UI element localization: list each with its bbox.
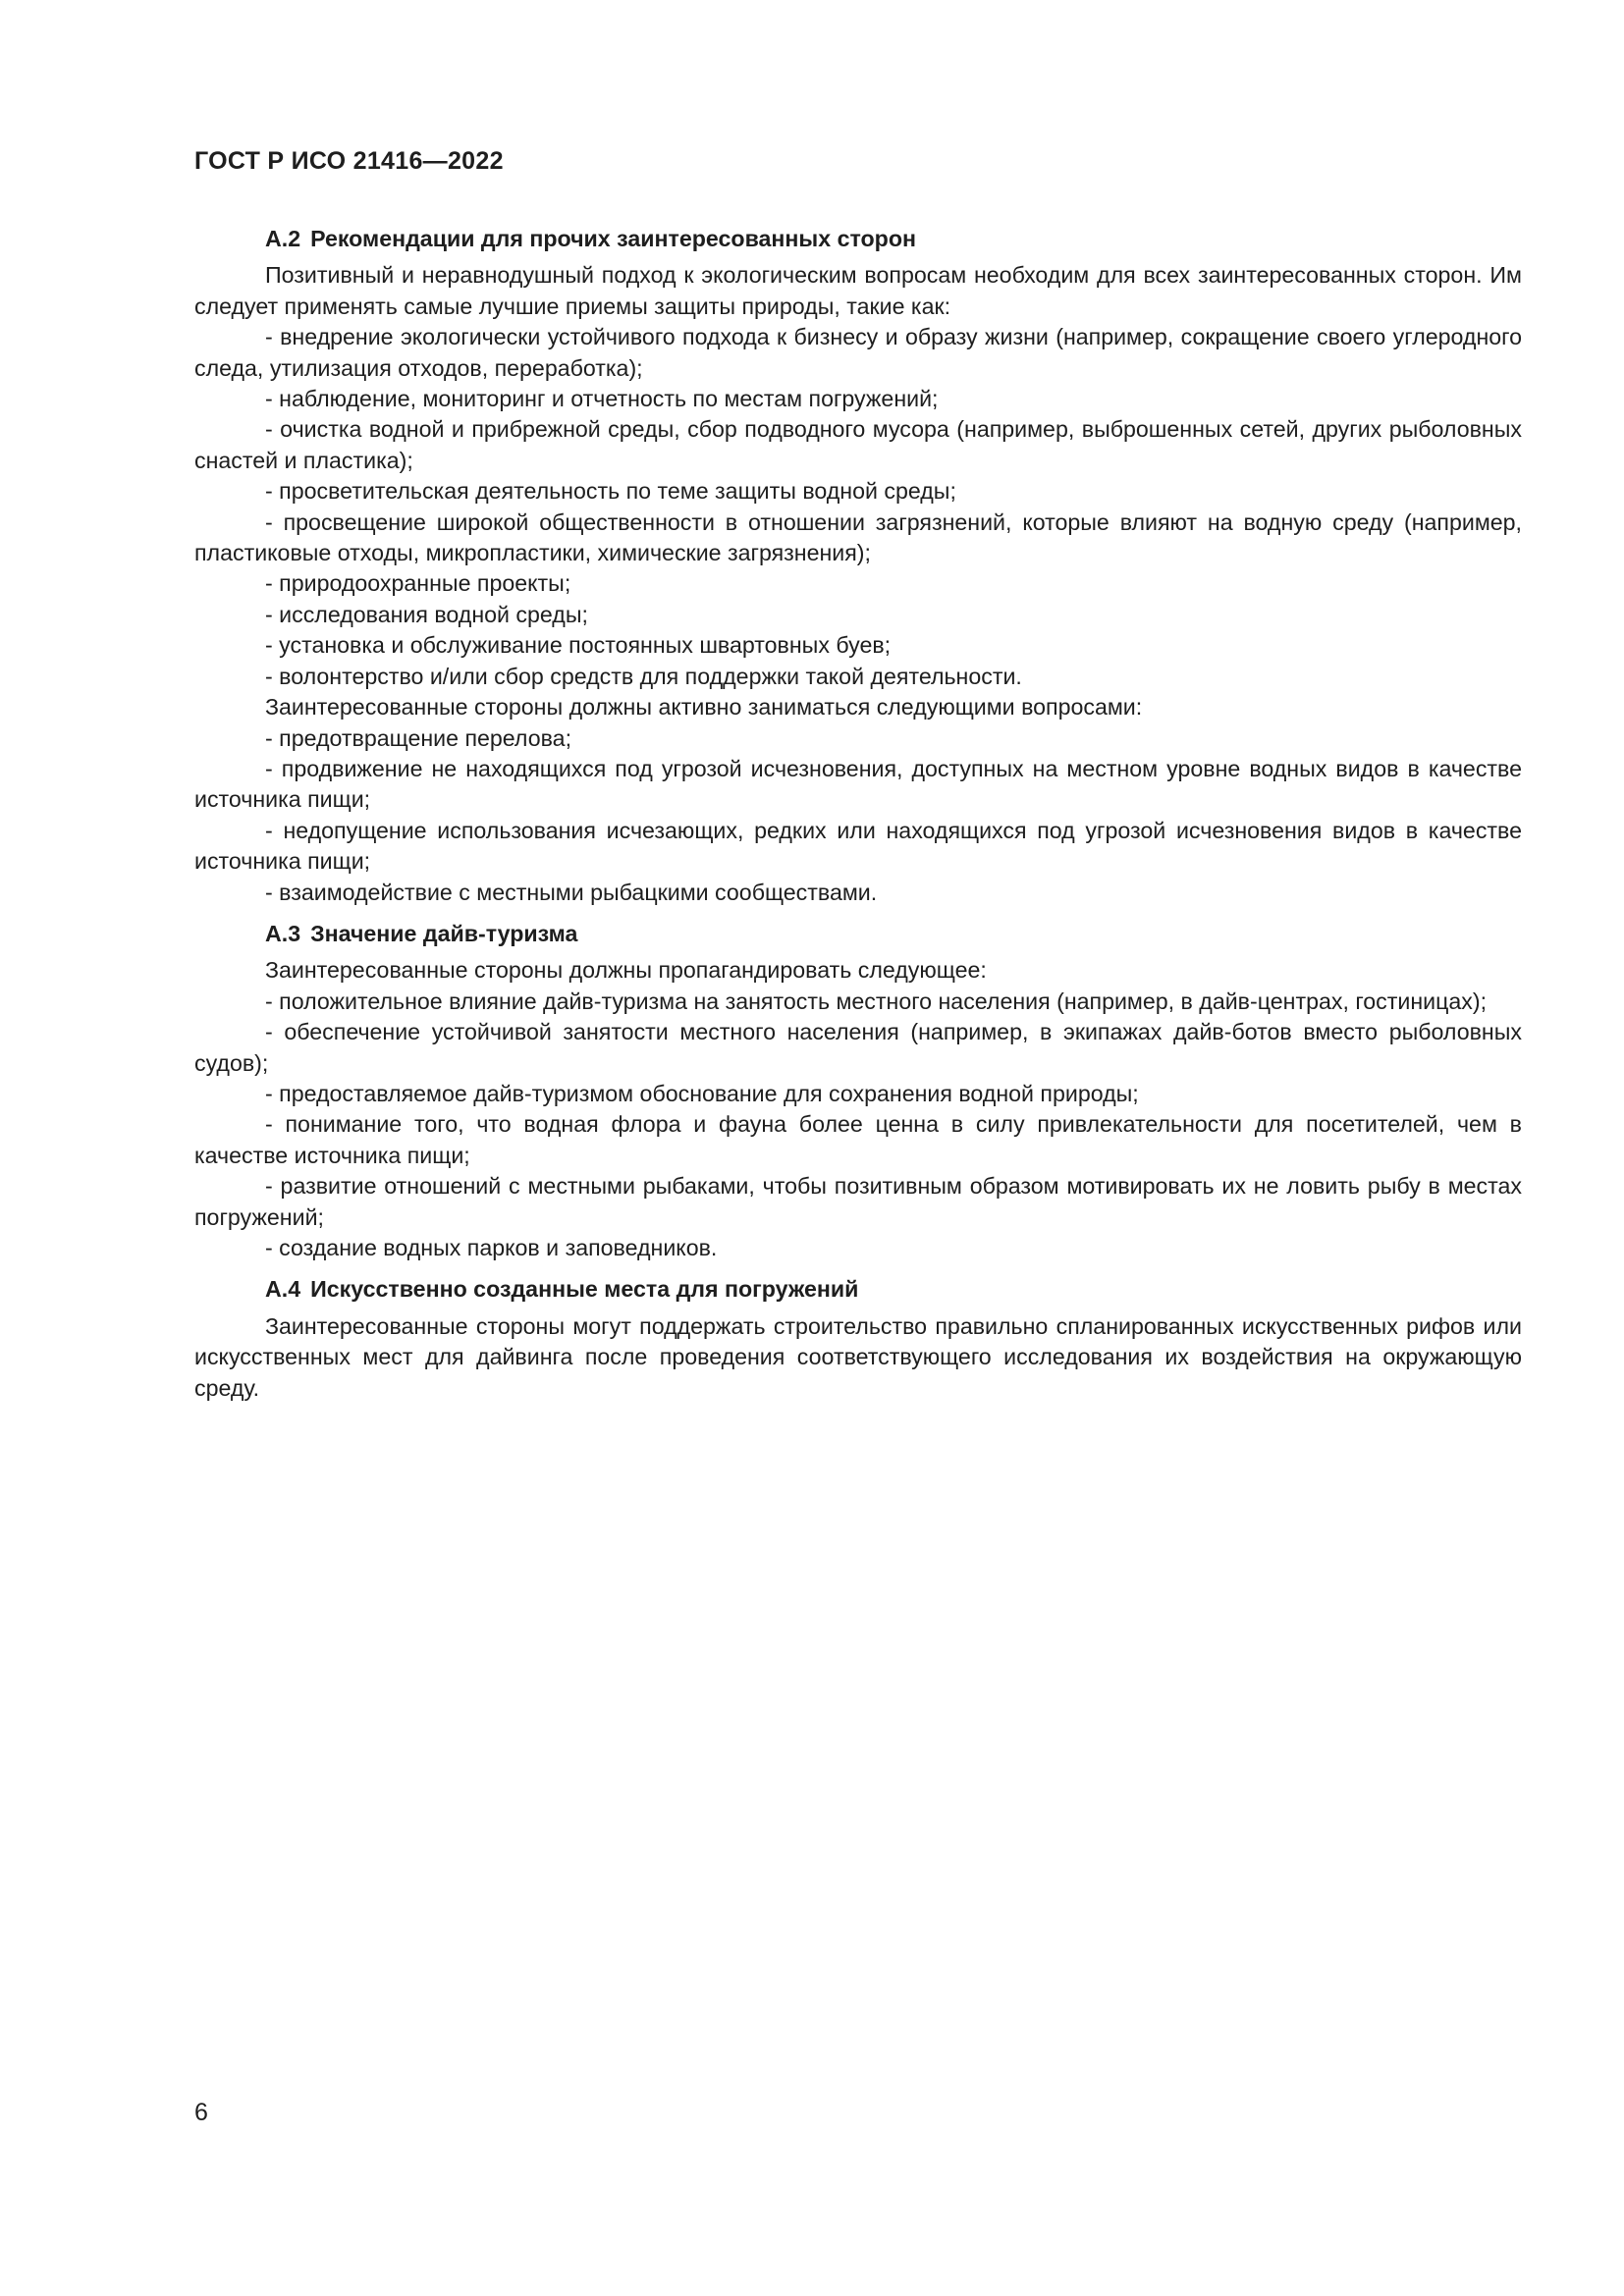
- list-item: - недопущение использования исчезающих, редких или находящихся под угрозой исчезновения видов в качестве источника пищи;: [194, 817, 1522, 875]
- section-title: [194, 224, 1522, 254]
- section-number: А.4: [265, 1276, 301, 1303]
- list-item: - продвижение не находящихся под угрозой исчезновения, доступных на местном уровне водных видов в качестве источника пищи;: [194, 755, 1522, 813]
- list-item: - обеспечение устойчивой занятости местного населения (например, в экипажах дайв-ботов вместо рыболовных судов);: [194, 1019, 1522, 1076]
- paragraph: Позитивный и неравнодушный подход к экологическим вопросам необходим для всех заинтересованных сторон. Им следует применять самые лучшие приемы защиты природы, такие как:: [194, 262, 1522, 319]
- list-item: - просвещение широкой общественности в отношении загрязнений, которые влияют на водную среду (например, пластиковые отходы, микропластики, химические загрязнения);: [194, 508, 1522, 566]
- document-header: ГОСТ Р ИСО 21416—2022: [194, 147, 504, 175]
- document-body: [194, 224, 1522, 1415]
- list-item: - понимание того, что водная флора и фауна более ценна в силу привлекательности для посетителей, чем в качестве источника пищи;: [194, 1111, 1522, 1168]
- list-item: - установка и обслуживание постоянных швартовных буев;: [265, 632, 892, 659]
- section-heading: Искусственно созданные места для погружений: [310, 1276, 859, 1303]
- list-item: - внедрение экологически устойчивого подхода к бизнесу и образу жизни (например, сокращение своего углеродного следа, утилизация отходов, переработка);: [194, 324, 1522, 381]
- list-item: - взаимодействие с местными рыбацкими сообществами.: [265, 879, 878, 905]
- list-item: - природоохранные проекты;: [265, 570, 571, 597]
- list-item: - предотвращение перелова;: [265, 724, 572, 751]
- section-title: [194, 1274, 1522, 1305]
- section-number: А.3: [265, 920, 301, 946]
- list-item: - развитие отношений с местными рыбаками, чтобы позитивным образом мотивировать их не ловить рыбу в местах погружений;: [194, 1173, 1522, 1230]
- paragraph: Заинтересованные стороны могут поддержать строительство правильно спланированных искусственных рифов или искусственных мест для дайвинга после проведения соответствующего исследования их воздействия на окружающую среду.: [194, 1312, 1522, 1401]
- section-a3: [194, 919, 1522, 1263]
- list-item: - волонтерство и/или сбор средств для поддержки такой деятельности.: [265, 663, 1022, 689]
- list-item: - предоставляемое дайв-туризмом обоснование для сохранения водной природы;: [265, 1080, 1139, 1106]
- section-heading: Рекомендации для прочих заинтересованных сторон: [310, 226, 917, 251]
- section-a2: [194, 224, 1522, 908]
- section-number: А.2: [265, 226, 301, 251]
- paragraph: Заинтересованные стороны должны пропагандировать следующее:: [265, 957, 987, 984]
- list-item: - положительное влияние дайв-туризма на занятость местного населения (например, в дайв-центрах, гостиницах);: [265, 988, 1488, 1014]
- page-number: 6: [194, 2099, 208, 2126]
- section-title: [194, 919, 1522, 949]
- section-a4: [194, 1274, 1522, 1404]
- list-item: - исследования водной среды;: [265, 601, 588, 627]
- list-item: - создание водных парков и заповедников.: [265, 1235, 718, 1260]
- list-item: - наблюдение, мониторинг и отчетность по местам погружений;: [265, 386, 939, 412]
- list-item: - просветительская деятельность по теме защиты водной среды;: [265, 478, 956, 505]
- list-item: - очистка водной и прибрежной среды, сбор подводного мусора (например, выброшенных сетей, других рыболовных снастей и пластика);: [194, 416, 1522, 473]
- section-heading: Значение дайв-туризма: [310, 920, 578, 946]
- paragraph: Заинтересованные стороны должны активно заниматься следующими вопросами:: [265, 694, 1143, 721]
